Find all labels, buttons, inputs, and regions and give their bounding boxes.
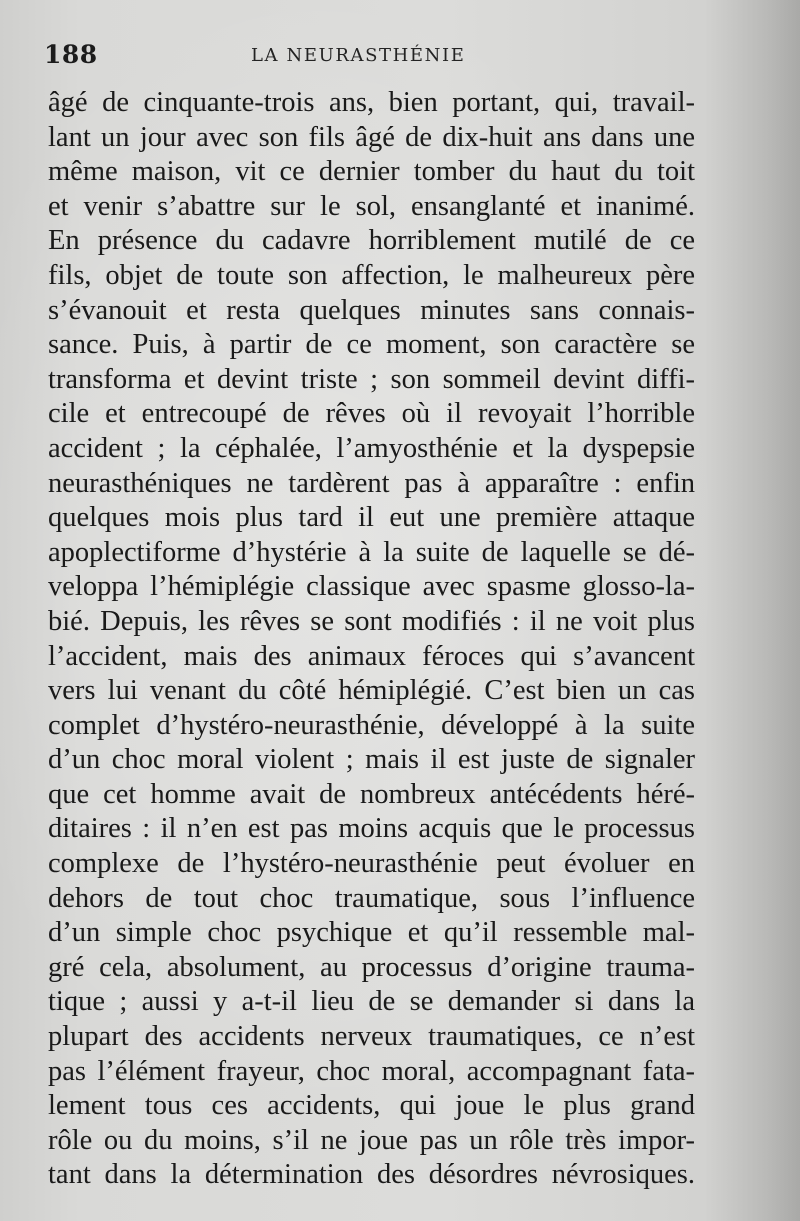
text-line: lement tous ces accidents, qui joue le plus grand: [48, 1090, 695, 1122]
text-line: même maison, vit ce dernier tomber du haut du toit: [48, 156, 695, 188]
text-line: tant dans la détermination des désordres névrosiques.: [48, 1159, 695, 1191]
text-line: plupart des accidents nerveux traumatiques, ce n’est: [48, 1021, 695, 1053]
text-line: lant un jour avec son fils âgé de dix-huit ans dans une: [48, 121, 695, 153]
text-line: l’accident, mais des animaux féroces qui s’avancent: [48, 640, 695, 672]
text-line: s’évanouit et resta quelques minutes sans connais-: [48, 294, 695, 326]
body-text: [48, 86, 695, 1193]
text-line: neurasthéniques ne tardèrent pas à apparaître : enfin: [48, 467, 695, 499]
text-line: bié. Depuis, les rêves se sont modifiés : il ne voit plus: [48, 605, 695, 637]
text-line: ditaires : il n’en est pas moins acquis que le processus: [48, 813, 695, 845]
text-line: vers lui venant du côté hémiplégié. C’est bien un cas: [48, 675, 695, 707]
text-line: accident ; la céphalée, l’amyosthénie et la dyspepsie: [48, 432, 695, 464]
text-line: complet d’hystéro-neurasthénie, développé à la suite: [48, 709, 695, 741]
text-line: quelques mois plus tard il eut une première attaque: [48, 502, 695, 534]
text-line: tique ; aussi y a-t-il lieu de se demander si dans la: [48, 986, 695, 1018]
text-line: cile et entrecoupé de rêves où il revoyait l’horrible: [48, 398, 695, 430]
text-line: pas l’élément frayeur, choc moral, accompagnant fata-: [48, 1055, 695, 1087]
text-line: En présence du cadavre horriblement mutilé de ce: [48, 225, 695, 257]
text-line: d’un simple choc psychique et qu’il ressemble mal-: [48, 917, 695, 949]
text-line: dehors de tout choc traumatique, sous l’influence: [48, 882, 695, 914]
text-line: apoplectiforme d’hystérie à la suite de laquelle se dé-: [48, 536, 695, 568]
text-line: gré cela, absolument, au processus d’origine trauma-: [48, 951, 695, 983]
text-line: et venir s’abattre sur le sol, ensanglanté et inanimé.: [48, 190, 695, 222]
text-line: sance. Puis, à partir de ce moment, son caractère se: [48, 329, 695, 361]
running-title: LA NEURASTHÉNIE: [251, 45, 466, 66]
text-line: complexe de l’hystéro-neurasthénie peut évoluer en: [48, 848, 695, 880]
text-line: rôle ou du moins, s’il ne joue pas un rôle très impor-: [48, 1124, 695, 1156]
text-line: fils, objet de toute son affection, le malheureux père: [48, 259, 695, 291]
page-number: 188: [44, 40, 98, 69]
text-line: transforma et devint triste ; son sommeil devint diffi-: [48, 363, 695, 395]
page-header: [44, 40, 750, 74]
text-line: âgé de cinquante-trois ans, bien portant, qui, travail-: [48, 87, 695, 118]
text-line: d’un choc moral violent ; mais il est juste de signaler: [48, 744, 695, 776]
text-line: que cet homme avait de nombreux antécédents héré-: [48, 778, 695, 810]
text-line: veloppa l’hémiplégie classique avec spasme glosso-la-: [48, 571, 695, 603]
